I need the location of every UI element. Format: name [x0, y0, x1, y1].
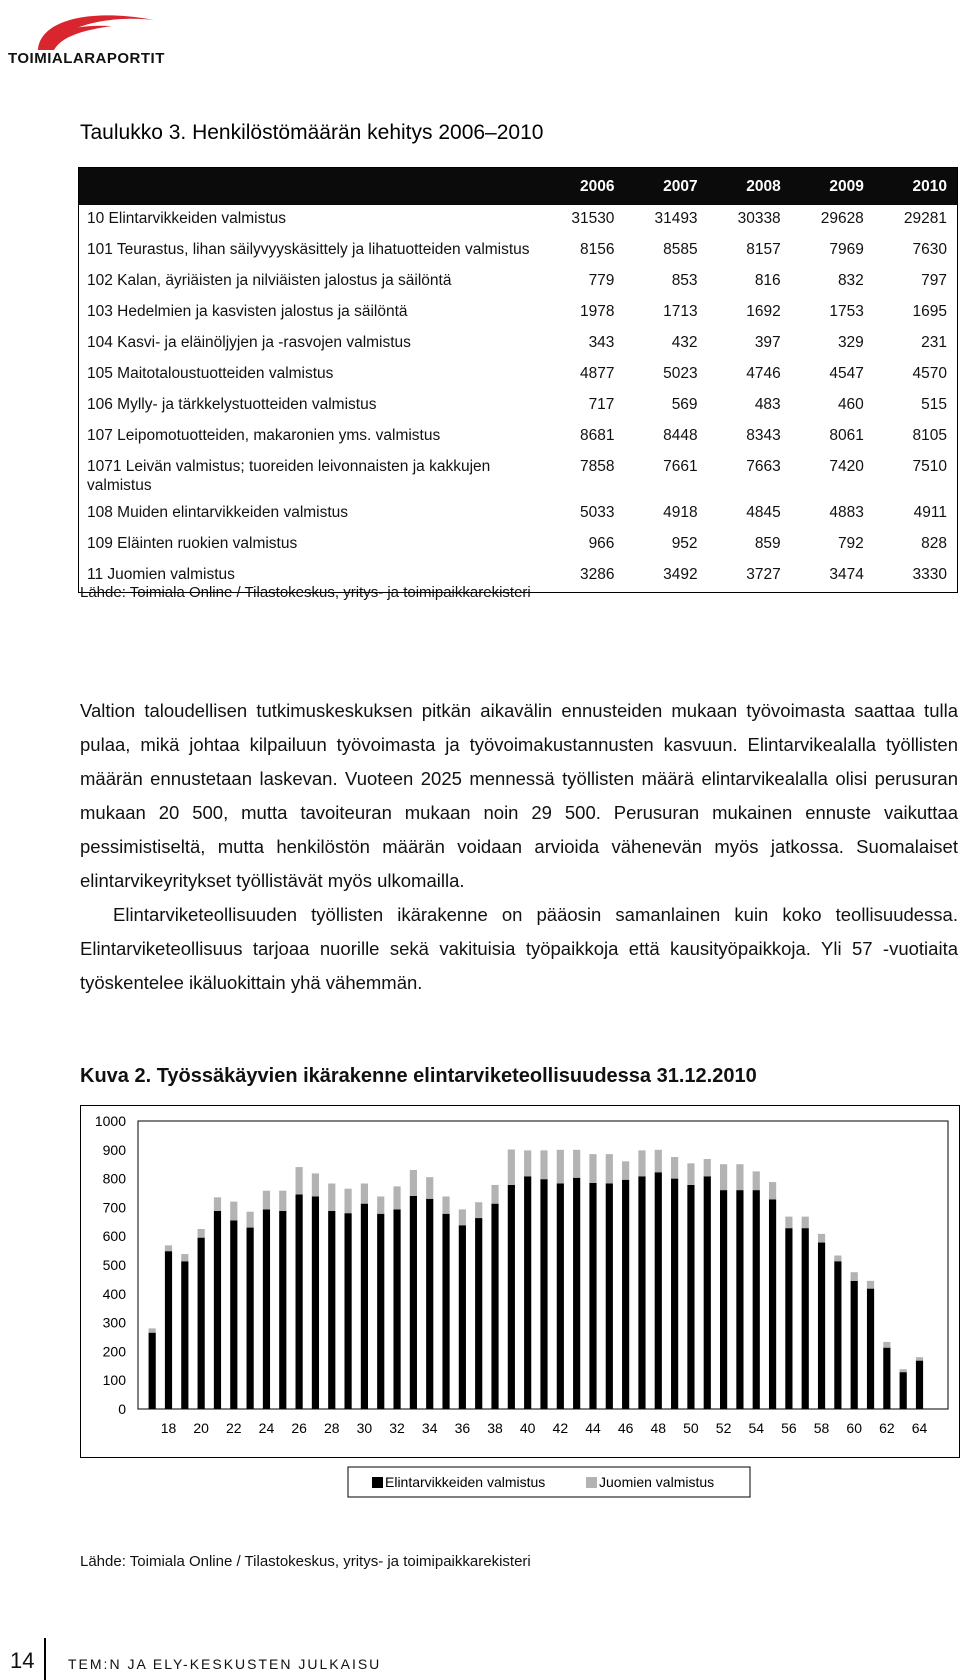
x-tick-label: 40 [519, 1420, 536, 1436]
bar-juomien [769, 1182, 776, 1199]
employee-count: 460 [837, 396, 864, 413]
bar-juomien [736, 1164, 743, 1190]
employee-count: 3286 [579, 566, 615, 583]
bar-juomien [753, 1171, 760, 1190]
industry-label: 104 Kasvi- ja eläinöljyjen ja -rasvojen valmistus [87, 334, 411, 351]
bar-juomien [720, 1164, 727, 1190]
bar-juomien [540, 1150, 547, 1179]
bar-juomien [344, 1189, 351, 1213]
figure-title: Kuva 2. Työssäkäyvien ikärakenne elintarviketeollisuudessa 31.12.2010 [80, 1065, 757, 1087]
bar-elintarvikkeiden [589, 1183, 596, 1409]
employee-count: 4911 [913, 504, 947, 521]
bar-elintarvikkeiden [426, 1199, 433, 1409]
bar-elintarvikkeiden [573, 1178, 580, 1409]
x-tick-label: 34 [421, 1420, 438, 1436]
legend-entry: Juomien valmistus [599, 1474, 715, 1490]
bar-juomien [638, 1150, 645, 1176]
bar-juomien [361, 1183, 368, 1203]
bar-juomien [149, 1328, 156, 1332]
y-tick-label: 400 [102, 1285, 126, 1302]
employee-count: 329 [837, 334, 864, 351]
employee-count: 5023 [663, 365, 698, 382]
bar-elintarvikkeiden [638, 1176, 645, 1409]
table-row [79, 422, 958, 453]
x-tick-label: 52 [715, 1420, 732, 1436]
bar-elintarvikkeiden [328, 1211, 335, 1409]
bar-juomien [296, 1167, 303, 1194]
employee-count: 952 [671, 535, 698, 552]
bar-juomien [802, 1217, 809, 1229]
bar-elintarvikkeiden [230, 1220, 237, 1409]
legend-entry: Elintarvikkeiden valmistus [385, 1474, 546, 1490]
industry-label: 102 Kalan, äyriäisten ja nilviäisten jalostus ja säilöntä [87, 272, 452, 289]
industry-label: 101 Teurastus, lihan säilyvyyskäsittely ja lihatuotteiden valmistus [87, 241, 530, 258]
bar-juomien [230, 1202, 237, 1221]
employee-count: 7858 [579, 458, 615, 475]
bar-elintarvikkeiden [279, 1211, 286, 1409]
bar-juomien [442, 1196, 449, 1213]
bar-juomien [459, 1209, 466, 1225]
bar-elintarvikkeiden [181, 1261, 188, 1409]
bar-juomien [426, 1177, 433, 1199]
x-tick-label: 22 [226, 1420, 242, 1436]
bar-elintarvikkeiden [900, 1372, 907, 1409]
employee-count: 7420 [829, 458, 864, 475]
bar-juomien [851, 1272, 858, 1281]
y-tick-label: 1000 [94, 1113, 126, 1129]
bar-elintarvikkeiden [867, 1289, 874, 1409]
employee-count: 432 [671, 334, 698, 351]
paragraph: Valtion taloudellisen tutkimuskeskuksen pitkän aikavälin ennusteiden mukaan työvoimasta saattaa tulla pulaa, mikä johtaa kilpailuun työvoimasta ja työvoimakustannusten kasvuun. Elintarvikealalla työllisten määrän ennustetaan laskevan. Vuoteen 2025 mennessä työllisten määrä elintarvikealalla olisi perusuran mukaan 20 500, mutta tavoiteuran mukaan noin 29 500. Perusuran mukainen ennuste vaikuttaa pessimistiseltä, mutta henkilöstön määrän voidaan arvioida vähenevän myös jatkossa. Suomalaiset elintarvikeyritykset työllistävät myös ulkomailla. [80, 700, 958, 891]
legend-swatch [586, 1477, 597, 1488]
bar-juomien [867, 1281, 874, 1289]
figure-source: Lähde: Toimiala Online / Tilastokeskus, yritys- ja toimipaikkarekisteri [80, 1553, 531, 1570]
x-tick-label: 58 [813, 1420, 830, 1436]
bar-juomien [524, 1150, 531, 1176]
employee-count: 31493 [654, 210, 698, 227]
bar-elintarvikkeiden [410, 1196, 417, 1409]
bar-elintarvikkeiden [785, 1228, 792, 1409]
footer-divider [44, 1638, 46, 1680]
employee-count: 4877 [579, 365, 615, 382]
x-tick-label: 64 [911, 1420, 928, 1436]
y-tick-label: 800 [102, 1170, 126, 1187]
bar-juomien [214, 1197, 221, 1211]
industry-label: 107 Leipomotuotteiden, makaronien yms. valmistus [87, 427, 441, 444]
table-row [79, 329, 958, 360]
bar-juomien [606, 1154, 613, 1183]
employee-count: 7663 [746, 458, 781, 475]
employee-count: 1713 [663, 303, 698, 320]
industry-label: 103 Hedelmien ja kasvisten jalostus ja säilöntä [87, 303, 408, 320]
employee-count: 3492 [663, 566, 698, 583]
employee-count: 8585 [663, 241, 698, 258]
bar-juomien [312, 1173, 319, 1196]
bar-elintarvikkeiden [769, 1199, 776, 1409]
employee-count: 4746 [746, 365, 781, 382]
x-tick-label: 30 [356, 1420, 373, 1436]
x-tick-label: 48 [650, 1420, 667, 1436]
bar-elintarvikkeiden [508, 1185, 515, 1409]
employee-count: 231 [921, 334, 947, 351]
header-label-cell [79, 168, 542, 206]
employee-count: 8105 [912, 427, 947, 444]
y-tick-label: 300 [102, 1314, 126, 1331]
employee-count: 4883 [829, 504, 864, 521]
bar-elintarvikkeiden [557, 1183, 564, 1409]
chart-frame [81, 1106, 960, 1458]
bar-juomien [916, 1357, 923, 1360]
employee-count: 515 [921, 396, 947, 413]
industry-label: 1071 Leivän valmistus; tuoreiden leivonnaisten ja kakkujen valmistus [87, 458, 491, 494]
y-tick-label: 100 [102, 1372, 126, 1389]
bar-juomien [377, 1196, 384, 1213]
table-row [79, 205, 958, 236]
x-tick-label: 42 [552, 1420, 569, 1436]
employee-count: 8343 [746, 427, 781, 444]
y-tick-label: 700 [102, 1199, 126, 1216]
y-tick-label: 200 [102, 1343, 126, 1360]
x-tick-label: 26 [291, 1420, 307, 1436]
bar-elintarvikkeiden [704, 1176, 711, 1409]
x-tick-label: 60 [846, 1420, 862, 1436]
table-header-row [79, 168, 958, 206]
bar-elintarvikkeiden [149, 1333, 156, 1409]
table-row [79, 298, 958, 329]
bar-juomien [198, 1229, 205, 1238]
industry-label: 11 Juomien valmistus [87, 566, 235, 583]
bar-juomien [247, 1212, 254, 1228]
bar-juomien [165, 1245, 172, 1251]
employee-count: 853 [671, 272, 698, 289]
bar-juomien [622, 1161, 629, 1179]
bar-elintarvikkeiden [312, 1196, 319, 1409]
bar-elintarvikkeiden [851, 1281, 858, 1409]
employee-count: 966 [588, 535, 615, 552]
y-tick-label: 600 [102, 1228, 126, 1245]
bar-elintarvikkeiden [377, 1214, 384, 1409]
y-tick-label: 500 [102, 1257, 126, 1273]
employee-count: 8061 [829, 427, 864, 444]
bar-elintarvikkeiden [491, 1204, 498, 1409]
bar-juomien [279, 1191, 286, 1211]
bar-juomien [834, 1255, 841, 1261]
bar-juomien [491, 1185, 498, 1204]
x-tick-label: 20 [193, 1420, 209, 1436]
bar-elintarvikkeiden [802, 1228, 809, 1409]
industry-label: 10 Elintarvikkeiden valmistus [87, 210, 287, 227]
table-row [79, 360, 958, 391]
bar-juomien [557, 1150, 564, 1184]
employee-count: 29281 [903, 210, 947, 227]
bar-juomien [508, 1150, 515, 1185]
employee-count: 1692 [746, 303, 781, 320]
table-source: Lähde: Toimiala Online / Tilastokeskus, yritys- ja toimipaikkarekisteri [80, 584, 531, 601]
bar-elintarvikkeiden [247, 1228, 254, 1409]
industry-label: 105 Maitotaloustuotteiden valmistus [87, 365, 334, 382]
table-title: Taulukko 3. Henkilöstömäärän kehitys 2006–2010 [80, 121, 544, 144]
employee-count: 483 [754, 396, 781, 413]
employee-count: 3727 [746, 566, 781, 583]
x-tick-label: 32 [389, 1420, 405, 1436]
bar-elintarvikkeiden [834, 1261, 841, 1409]
x-tick-label: 38 [487, 1420, 503, 1436]
employee-count: 7969 [829, 241, 864, 258]
bar-elintarvikkeiden [736, 1190, 743, 1409]
bar-elintarvikkeiden [165, 1251, 172, 1409]
bar-elintarvikkeiden [671, 1179, 678, 1409]
employee-count: 717 [588, 396, 615, 413]
employee-count: 1695 [912, 303, 947, 320]
bar-elintarvikkeiden [655, 1172, 662, 1409]
bar-elintarvikkeiden [916, 1361, 923, 1409]
table-row [79, 267, 958, 298]
body-text [80, 694, 958, 1000]
x-tick-label: 18 [160, 1420, 177, 1436]
bar-elintarvikkeiden [459, 1225, 466, 1409]
employee-count: 30338 [737, 210, 781, 227]
employee-count: 859 [754, 535, 781, 552]
industry-label: 109 Eläinten ruokien valmistus [87, 535, 298, 552]
bar-elintarvikkeiden [344, 1213, 351, 1409]
x-tick-label: 56 [781, 1420, 797, 1436]
employee-count: 7661 [663, 458, 698, 475]
employee-count: 31530 [571, 210, 615, 227]
x-tick-label: 46 [617, 1420, 634, 1436]
age-structure-chart [80, 1105, 960, 1535]
employee-count: 3330 [912, 566, 947, 583]
employee-count: 8156 [579, 241, 615, 258]
bar-elintarvikkeiden [818, 1243, 825, 1409]
x-tick-label: 62 [879, 1420, 895, 1436]
bar-juomien [671, 1157, 678, 1179]
employee-count: 5033 [579, 504, 615, 521]
employee-count: 832 [837, 272, 864, 289]
bar-juomien [655, 1150, 662, 1172]
table-row [79, 499, 958, 530]
bar-juomien [883, 1342, 890, 1348]
employee-count: 779 [588, 272, 615, 289]
bar-elintarvikkeiden [540, 1179, 547, 1409]
bar-juomien [687, 1163, 694, 1185]
employee-count: 7510 [912, 458, 947, 475]
year-header: 2010 [874, 168, 958, 206]
employee-count: 816 [754, 272, 781, 289]
bar-juomien [328, 1183, 335, 1210]
bar-elintarvikkeiden [883, 1348, 890, 1409]
y-tick-label: 0 [118, 1401, 126, 1417]
employee-count: 7630 [912, 241, 947, 258]
bar-juomien [785, 1217, 792, 1229]
employee-count: 792 [837, 535, 864, 552]
bar-elintarvikkeiden [606, 1183, 613, 1409]
employee-count: 8448 [663, 427, 698, 444]
year-header: 2006 [541, 168, 624, 206]
bar-juomien [704, 1159, 711, 1176]
year-header: 2008 [708, 168, 791, 206]
employee-count: 4547 [829, 365, 864, 382]
bar-elintarvikkeiden [361, 1204, 368, 1409]
employment-table [78, 167, 958, 593]
table-row [79, 391, 958, 422]
bar-elintarvikkeiden [442, 1214, 449, 1409]
bar-elintarvikkeiden [296, 1194, 303, 1409]
employee-count: 4918 [663, 504, 698, 521]
y-tick-label: 900 [102, 1141, 126, 1158]
bar-elintarvikkeiden [753, 1190, 760, 1409]
bar-elintarvikkeiden [524, 1176, 531, 1409]
bar-juomien [900, 1369, 907, 1372]
bar-elintarvikkeiden [198, 1238, 205, 1409]
logo-text: TOIMIALARAPORTIT [8, 50, 165, 67]
x-tick-label: 28 [323, 1420, 340, 1436]
bar-juomien [263, 1191, 270, 1210]
legend-swatch [372, 1477, 383, 1488]
bar-juomien [393, 1186, 400, 1209]
paragraph: Elintarviketeollisuuden työllisten ikärakenne on pääosin samanlainen kuin koko teollisuudessa. Elintarviketeollisuus tarjoaa nuorille sekä vakituisia työpaikkoja että kausityöpaikkoja. Yli 57 -vuotiaita työskentelee ikäluokittain yhä vähemmän. [80, 904, 958, 993]
x-tick-label: 44 [585, 1420, 601, 1436]
industry-label: 108 Muiden elintarvikkeiden valmistus [87, 504, 349, 521]
employee-count: 1753 [829, 303, 864, 320]
year-header: 2009 [791, 168, 874, 206]
employee-count: 343 [588, 334, 615, 351]
employee-count: 4570 [912, 365, 947, 382]
employee-count: 29628 [820, 210, 864, 227]
bar-elintarvikkeiden [263, 1209, 270, 1409]
employee-count: 797 [921, 272, 947, 289]
employee-count: 569 [671, 396, 698, 413]
bar-juomien [573, 1150, 580, 1178]
bar-juomien [818, 1234, 825, 1243]
bar-elintarvikkeiden [687, 1185, 694, 1409]
employee-count: 4845 [746, 504, 781, 521]
bar-juomien [181, 1254, 188, 1261]
employee-count: 8157 [746, 241, 781, 258]
bar-elintarvikkeiden [393, 1209, 400, 1409]
x-tick-label: 54 [748, 1420, 765, 1436]
table-row [79, 236, 958, 267]
x-tick-label: 50 [683, 1420, 699, 1436]
table-row [79, 453, 958, 499]
x-tick-label: 36 [454, 1420, 471, 1436]
employee-count: 1978 [579, 303, 615, 320]
bar-juomien [410, 1170, 417, 1196]
employee-count: 8681 [579, 427, 615, 444]
bar-elintarvikkeiden [622, 1180, 629, 1409]
bar-juomien [589, 1154, 596, 1183]
bar-elintarvikkeiden [720, 1190, 727, 1409]
year-header: 2007 [624, 168, 707, 206]
employee-count: 828 [921, 535, 947, 552]
employee-count: 397 [754, 334, 781, 351]
page-number: 14 [10, 1648, 35, 1673]
bar-juomien [475, 1202, 482, 1218]
employee-count: 3474 [829, 566, 864, 583]
bar-elintarvikkeiden [475, 1218, 482, 1409]
x-tick-label: 24 [258, 1420, 275, 1436]
table-row [79, 530, 958, 561]
publisher-footer: TEM:N JA ELY-KESKUSTEN JULKAISU [68, 1656, 382, 1672]
industry-label: 106 Mylly- ja tärkkelystuotteiden valmistus [87, 396, 377, 413]
bar-elintarvikkeiden [214, 1211, 221, 1409]
